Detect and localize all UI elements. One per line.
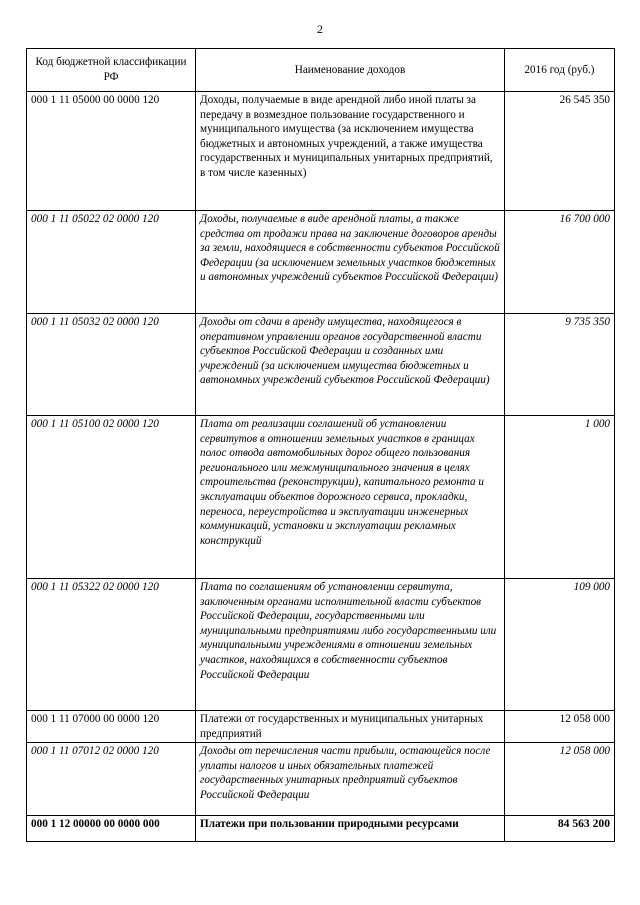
- row-code: 000 1 11 05322 02 0000 120: [27, 579, 196, 711]
- row-name: Платежи от государственных и муниципальных унитарных предприятий: [196, 711, 505, 743]
- row-amount: 12 058 000: [505, 743, 615, 816]
- row-name: Доходы от перечисления части прибыли, остающейся после уплаты налогов и иных обязательных платежей государственных унитарных предприятий субъектов Российской Федерации: [196, 743, 505, 816]
- row-name: Плата от реализации соглашений об установлении сервитутов в отношении земельных участков в границах полос отвода автомобильных дорог общего пользования регионального или межмуниципального значения в целях строительства (реконструкции), капитального ремонта и эксплуатации объектов дорожного сервиса, прокладки, переноса, переустройства и эксплуатации инженерных коммуникаций, установки и эксплуатации рекламных конструкций: [196, 416, 505, 579]
- table-row: [27, 211, 615, 314]
- row-code: 000 1 12 00000 00 0000 000: [27, 816, 196, 842]
- row-name: Доходы от сдачи в аренду имущества, находящегося в оперативном управлении органов государственной власти субъектов Российской Федерации и созданных ими учреждений (за исключением имущества бюджетных и автономных учреждений субъектов Российской Федерации): [196, 314, 505, 416]
- row-code: 000 1 11 05022 02 0000 120: [27, 211, 196, 314]
- table-row: [27, 416, 615, 579]
- table-row: [27, 92, 615, 211]
- row-code: 000 1 11 07012 02 0000 120: [27, 743, 196, 816]
- table-header-row: [27, 49, 615, 92]
- row-code: 000 1 11 07000 00 0000 120: [27, 711, 196, 743]
- revenue-table: [26, 48, 615, 842]
- row-name: Доходы, получаемые в виде арендной платы, а также средства от продажи права на заключение договоров аренды за земли, находящиеся в собственности субъектов Российской Федерации (за исключением земельных участков бюджетных и автономных учреждений субъектов Российской Федерации): [196, 211, 505, 314]
- table-row: [27, 743, 615, 816]
- row-name: Плата по соглашениям об установлении сервитута, заключенным органами исполнительной власти субъектов Российской Федерации, государственными или муниципальными предприятиями либо государственными или муниципальными учреждениями в отношении земельных участков, находящихся в собственности субъектов Российской Федерации: [196, 579, 505, 711]
- page-number: 2: [317, 22, 323, 36]
- row-name: Платежи при пользовании природными ресурсами: [196, 816, 505, 842]
- table-row: [27, 314, 615, 416]
- table-row: [27, 816, 615, 842]
- header-code: Код бюджетной классификации РФ: [27, 49, 196, 92]
- row-code: 000 1 11 05100 02 0000 120: [27, 416, 196, 579]
- row-amount: 9 735 350: [505, 314, 615, 416]
- header-amount: 2016 год (руб.): [505, 49, 615, 92]
- row-name: Доходы, получаемые в виде арендной либо иной платы за передачу в возмездное пользование государственного и муниципального имущества (за исключением имущества бюджетных и автономных учреждений, а также имущества государственных и муниципальных унитарных предприятий, в том числе казенных): [196, 92, 505, 211]
- row-amount: 109 000: [505, 579, 615, 711]
- row-code: 000 1 11 05032 02 0000 120: [27, 314, 196, 416]
- table-row: [27, 579, 615, 711]
- table-row: [27, 711, 615, 743]
- header-name: Наименование доходов: [196, 49, 505, 92]
- row-amount: 1 000: [505, 416, 615, 579]
- row-code: 000 1 11 05000 00 0000 120: [27, 92, 196, 211]
- row-amount: 16 700 000: [505, 211, 615, 314]
- row-amount: 84 563 200: [505, 816, 615, 842]
- row-amount: 26 545 350: [505, 92, 615, 211]
- row-amount: 12 058 000: [505, 711, 615, 743]
